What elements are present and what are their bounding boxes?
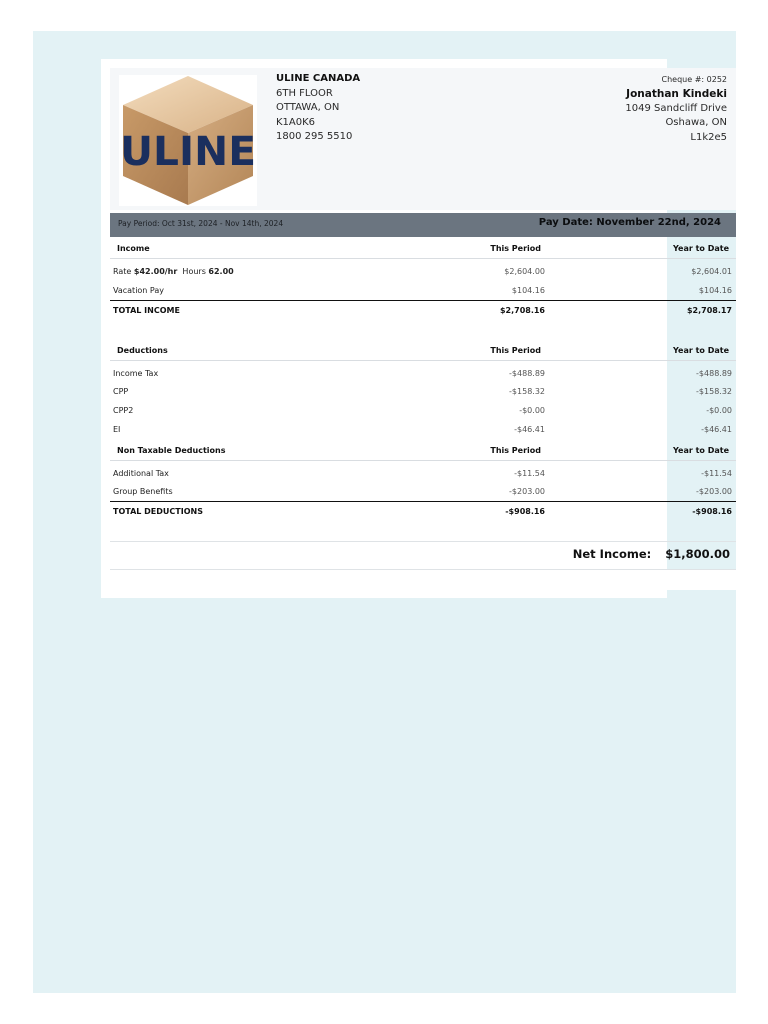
deductions-header-row xyxy=(110,341,736,361)
non-taxable-col-label: Non Taxable Deductions xyxy=(117,446,226,455)
non-taxable-col-period: This Period xyxy=(490,446,541,455)
rate-label: Rate xyxy=(113,267,132,276)
uline-logo xyxy=(119,75,257,206)
net-income-label: Net Income: xyxy=(572,547,652,561)
deduction-label: EI xyxy=(113,425,121,434)
net-income-divider-top xyxy=(110,541,736,542)
income-rate-row xyxy=(110,262,736,281)
company-name: ULINE CANADA xyxy=(276,73,361,84)
deduction-row xyxy=(110,401,736,420)
deduction-ytd-amount: -$46.41 xyxy=(701,425,732,434)
non-taxable-period-amount: -$203.00 xyxy=(509,487,545,496)
payee-city: Oshawa, ON xyxy=(665,117,727,128)
total-income-ytd: $2,708.17 xyxy=(686,306,732,315)
company-postal: K1A0K6 xyxy=(276,116,316,128)
deduction-ytd-amount: -$158.32 xyxy=(696,387,732,396)
non-taxable-row xyxy=(110,464,736,483)
company-phone: 1800 295 5510 xyxy=(276,131,353,142)
payee-address-block xyxy=(625,74,727,145)
rate-cell xyxy=(113,262,234,281)
income-col-period: This Period xyxy=(490,244,541,253)
logo-text: ULINE xyxy=(120,129,256,175)
pay-period: Pay Period: Oct 31st, 2024 - Nov 14th, 2024 xyxy=(118,219,284,228)
net-income-value: $1,800.00 xyxy=(665,547,730,561)
rate-ytd-amount: $2,604.01 xyxy=(691,267,732,276)
income-vacation-row xyxy=(110,281,736,300)
hours-label: Hours xyxy=(182,267,206,276)
deduction-label: Income Tax xyxy=(113,369,159,378)
total-deductions-period: -$908.16 xyxy=(505,507,545,516)
non-taxable-row xyxy=(110,482,736,501)
company-address-block xyxy=(276,72,360,145)
deduction-label: CPP xyxy=(113,387,129,396)
non-taxable-header-row xyxy=(110,441,736,461)
payee-postal: L1k2e5 xyxy=(690,131,727,143)
non-taxable-ytd-amount: -$11.54 xyxy=(701,469,732,478)
total-deductions-label: TOTAL DEDUCTIONS xyxy=(113,507,203,516)
non-taxable-label: Group Benefits xyxy=(113,487,173,496)
pay-period-bar xyxy=(110,213,736,237)
deduction-ytd-amount: -$0.00 xyxy=(706,406,732,415)
non-taxable-label: Additional Tax xyxy=(113,469,169,478)
income-header-row xyxy=(110,239,736,259)
company-address-line1: 6TH FLOOR xyxy=(276,87,333,99)
net-income xyxy=(573,547,730,561)
net-income-divider-bottom xyxy=(110,569,736,570)
total-income-row xyxy=(110,300,736,320)
deduction-row xyxy=(110,382,736,401)
deduction-period-amount: -$46.41 xyxy=(514,425,545,434)
payee-street: 1049 Sandcliff Drive xyxy=(625,102,727,114)
payee-name: Jonathan Kindeki xyxy=(626,88,727,100)
deductions-col-label: Deductions xyxy=(117,346,168,355)
deduction-row xyxy=(110,364,736,383)
deductions-col-ytd: Year to Date xyxy=(672,346,729,355)
rate-value: $42.00/hr xyxy=(133,267,178,276)
deductions-col-period: This Period xyxy=(490,346,541,355)
deduction-label: CPP2 xyxy=(113,406,134,415)
cheque-number: Cheque #: 0252 xyxy=(661,75,727,84)
non-taxable-ytd-amount: -$203.00 xyxy=(696,487,732,496)
total-income-label: TOTAL INCOME xyxy=(113,306,180,315)
vacation-ytd-amount: $104.16 xyxy=(698,286,732,295)
rate-period-amount: $2,604.00 xyxy=(504,267,545,276)
sheet-tail xyxy=(667,570,736,590)
deduction-period-amount: -$158.32 xyxy=(509,387,545,396)
total-deductions-row xyxy=(110,501,736,521)
non-taxable-col-ytd: Year to Date xyxy=(672,446,729,455)
total-income-period: $2,708.16 xyxy=(499,306,545,315)
company-city: OTTAWA, ON xyxy=(276,102,340,113)
deduction-period-amount: -$488.89 xyxy=(509,369,545,378)
deduction-ytd-amount: -$488.89 xyxy=(696,369,732,378)
pay-date: Pay Date: November 22nd, 2024 xyxy=(538,217,721,228)
deduction-period-amount: -$0.00 xyxy=(519,406,545,415)
total-deductions-ytd: -$908.16 xyxy=(692,507,732,516)
income-col-ytd: Year to Date xyxy=(672,244,729,253)
non-taxable-period-amount: -$11.54 xyxy=(514,469,545,478)
vacation-label: Vacation Pay xyxy=(113,286,165,295)
vacation-period-amount: $104.16 xyxy=(511,286,545,295)
hours-value: 62.00 xyxy=(208,267,234,276)
income-col-label: Income xyxy=(117,244,150,253)
deduction-row xyxy=(110,420,736,439)
